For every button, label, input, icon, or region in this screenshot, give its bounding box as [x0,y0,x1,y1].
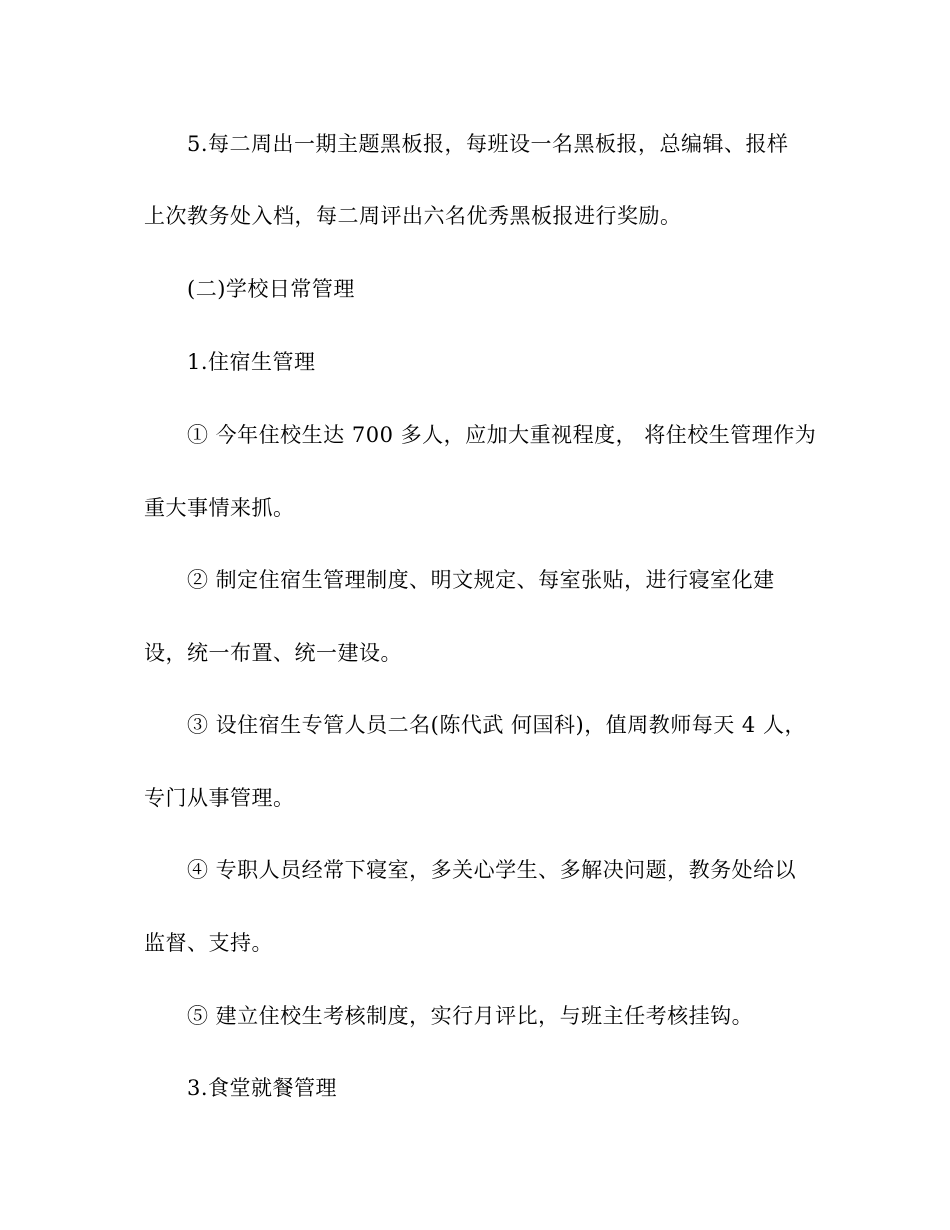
subheading-canteen-dining-management: 3.食堂就餐管理 [187,1076,338,1100]
item-1-line-2: 重大事情来抓。 [144,496,295,520]
item-2-line-2: 设，统一布置、统一建设。 [144,641,402,665]
item-3-line-1: ③ 设住宿生专管人员二名(陈代武 何国科)，值周教师每天 4 人， [187,713,806,737]
subheading-boarding-student-management: 1.住宿生管理 [187,350,316,374]
item-4-line-1: ④ 专职人员经常下寝室，多关心学生、多解决问题，教务处给以 [187,858,797,882]
item-4-line-2: 监督、支持。 [144,931,273,955]
paragraph-blackboard-report-line-1: 5.每二周出一期主题黑板报，每班设一名黑板报，总编辑、报样 [187,132,789,156]
paragraph-blackboard-report-line-2: 上次教务处入档，每二周评出六名优秀黑板报进行奖励。 [144,204,682,228]
item-3-line-2: 专门从事管理。 [144,786,295,810]
item-2-line-1: ② 制定住宿生管理制度、明文规定、每室张贴，进行寝室化建 [187,568,775,592]
section-heading-daily-management: (二)学校日常管理 [187,277,355,301]
item-1-line-1: ① 今年住校生达 700 多人，应加大重视程度， 将住校生管理作为 [187,423,817,447]
item-5-line-1: ⑤ 建立住校生考核制度，实行月评比，与班主任考核挂钩。 [187,1004,754,1028]
